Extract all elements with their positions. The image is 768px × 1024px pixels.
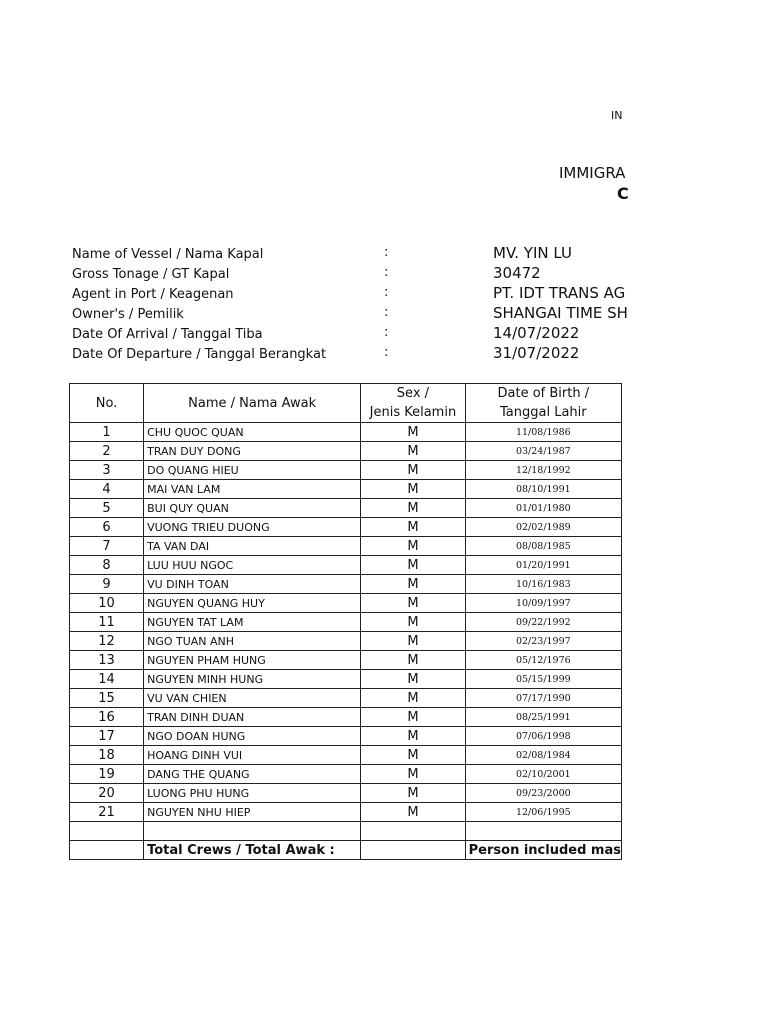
- table-row: [70, 556, 622, 575]
- crew-dob: 10/16/1983: [465, 575, 621, 594]
- total-note: Person included mas: [465, 841, 621, 860]
- owner-row: [72, 304, 632, 324]
- crew-no: 3: [70, 461, 144, 480]
- table-row: [70, 708, 622, 727]
- header-name: Name / Nama Awak: [144, 384, 361, 423]
- crew-sex: M: [361, 575, 465, 594]
- crew-name: NGUYEN MINH HUNG: [144, 670, 361, 689]
- crew-sex: M: [361, 423, 465, 442]
- crew-no: 10: [70, 594, 144, 613]
- crew-sex: M: [361, 594, 465, 613]
- table-total-row: [70, 841, 622, 860]
- header-line-1: IN: [611, 109, 623, 122]
- crew-no: 11: [70, 613, 144, 632]
- info-value: MV. YIN LU: [493, 244, 572, 262]
- crew-name: NGO TUAN ANH: [144, 632, 361, 651]
- crew-dob: 02/02/1989: [465, 518, 621, 537]
- table-row: [70, 594, 622, 613]
- crew-name: NGO DOAN HUNG: [144, 727, 361, 746]
- departure-row: [72, 344, 632, 364]
- table-empty-row: [70, 822, 622, 841]
- table-row: [70, 651, 622, 670]
- crew-no: 7: [70, 537, 144, 556]
- crew-no: 20: [70, 784, 144, 803]
- table-row: [70, 746, 622, 765]
- crew-dob: 05/15/1999: [465, 670, 621, 689]
- header-line-3: C: [617, 184, 629, 203]
- crew-no: 2: [70, 442, 144, 461]
- crew-sex: M: [361, 746, 465, 765]
- crew-dob: 07/06/1998: [465, 727, 621, 746]
- crew-sex: M: [361, 442, 465, 461]
- crew-dob: 08/08/1985: [465, 537, 621, 556]
- header-sex: Sex / Jenis Kelamin: [361, 384, 465, 423]
- info-value: 31/07/2022: [493, 344, 580, 362]
- crew-sex: M: [361, 784, 465, 803]
- crew-no: 4: [70, 480, 144, 499]
- crew-sex: M: [361, 689, 465, 708]
- crew-dob: 09/23/2000: [465, 784, 621, 803]
- table-row: [70, 480, 622, 499]
- crew-sex: M: [361, 518, 465, 537]
- crew-sex: M: [361, 556, 465, 575]
- crew-name: TRAN DUY DONG: [144, 442, 361, 461]
- info-label: Gross Tonage / GT Kapal: [72, 267, 230, 282]
- crew-dob: 02/08/1984: [465, 746, 621, 765]
- info-value: 30472: [493, 264, 541, 282]
- crew-name: DANG THE QUANG: [144, 765, 361, 784]
- table-row: [70, 727, 622, 746]
- table-row: [70, 803, 622, 822]
- crew-no: 18: [70, 746, 144, 765]
- info-label: Owner's / Pemilik: [72, 307, 184, 322]
- crew-no: 9: [70, 575, 144, 594]
- agent-row: [72, 284, 632, 304]
- crew-name: HOANG DINH VUI: [144, 746, 361, 765]
- crew-sex: M: [361, 537, 465, 556]
- crew-dob: 11/08/1986: [465, 423, 621, 442]
- crew-sex: M: [361, 613, 465, 632]
- crew-dob: 09/22/1992: [465, 613, 621, 632]
- crew-dob: 12/18/1992: [465, 461, 621, 480]
- crew-no: 5: [70, 499, 144, 518]
- crew-no: 8: [70, 556, 144, 575]
- crew-no: 1: [70, 423, 144, 442]
- crew-dob: 01/01/1980: [465, 499, 621, 518]
- table-row: [70, 499, 622, 518]
- crew-dob: 01/20/1991: [465, 556, 621, 575]
- crew-name: MAI VAN LAM: [144, 480, 361, 499]
- gross-tonnage-row: [72, 264, 632, 284]
- table-row: [70, 613, 622, 632]
- crew-name: VUONG TRIEU DUONG: [144, 518, 361, 537]
- crew-no: 13: [70, 651, 144, 670]
- table-row: [70, 442, 622, 461]
- crew-name: NGUYEN QUANG HUY: [144, 594, 361, 613]
- table-row: [70, 575, 622, 594]
- crew-name: NGUYEN TAT LAM: [144, 613, 361, 632]
- info-label: Date Of Arrival / Tanggal Tiba: [72, 327, 263, 342]
- info-colon: :: [384, 265, 389, 280]
- crew-sex: M: [361, 499, 465, 518]
- crew-dob: 12/06/1995: [465, 803, 621, 822]
- crew-sex: M: [361, 803, 465, 822]
- table-row: [70, 689, 622, 708]
- crew-sex: M: [361, 461, 465, 480]
- info-value: PT. IDT TRANS AG: [493, 284, 626, 302]
- crew-dob: 05/12/1976: [465, 651, 621, 670]
- crew-dob: 02/23/1997: [465, 632, 621, 651]
- crew-sex: M: [361, 651, 465, 670]
- crew-name: VU VAN CHIEN: [144, 689, 361, 708]
- table-row: [70, 461, 622, 480]
- crew-no: 17: [70, 727, 144, 746]
- crew-name: DO QUANG HIEU: [144, 461, 361, 480]
- crew-sex: M: [361, 480, 465, 499]
- info-value: 14/07/2022: [493, 324, 580, 342]
- crew-name: LUU HUU NGOC: [144, 556, 361, 575]
- crew-no: 21: [70, 803, 144, 822]
- crew-sex: M: [361, 708, 465, 727]
- arrival-row: [72, 324, 632, 344]
- crew-list-table: [69, 383, 622, 860]
- crew-no: 6: [70, 518, 144, 537]
- crew-name: NGUYEN PHAM HUNG: [144, 651, 361, 670]
- crew-dob: 07/17/1990: [465, 689, 621, 708]
- table-row: [70, 537, 622, 556]
- crew-no: 16: [70, 708, 144, 727]
- table-row: [70, 632, 622, 651]
- vessel-name-row: [72, 244, 632, 264]
- header-no: No.: [70, 384, 144, 423]
- info-label: Name of Vessel / Nama Kapal: [72, 247, 264, 262]
- crew-no: 12: [70, 632, 144, 651]
- info-colon: :: [384, 345, 389, 360]
- crew-name: BUI QUY QUAN: [144, 499, 361, 518]
- header-line-2: IMMIGRA: [559, 164, 626, 182]
- info-colon: :: [384, 245, 389, 260]
- crew-sex: M: [361, 670, 465, 689]
- info-value: SHANGAI TIME SH: [493, 304, 628, 322]
- crew-dob: 08/25/1991: [465, 708, 621, 727]
- crew-name: NGUYEN NHU HIEP: [144, 803, 361, 822]
- crew-name: TA VAN DAI: [144, 537, 361, 556]
- table-header-row: [70, 384, 622, 423]
- total-crews-label: Total Crews / Total Awak :: [144, 841, 361, 860]
- table-row: [70, 765, 622, 784]
- crew-dob: 10/09/1997: [465, 594, 621, 613]
- header-dob: Date of Birth / Tanggal Lahir: [465, 384, 621, 423]
- crew-no: 15: [70, 689, 144, 708]
- info-label: Agent in Port / Keagenan: [72, 287, 234, 302]
- info-colon: :: [384, 285, 389, 300]
- crew-name: LUONG PHU HUNG: [144, 784, 361, 803]
- table-row: [70, 423, 622, 442]
- crew-name: VU DINH TOAN: [144, 575, 361, 594]
- crew-dob: 03/24/1987: [465, 442, 621, 461]
- crew-no: 19: [70, 765, 144, 784]
- crew-dob: 02/10/2001: [465, 765, 621, 784]
- table-row: [70, 670, 622, 689]
- info-colon: :: [384, 325, 389, 340]
- crew-name: CHU QUOC QUAN: [144, 423, 361, 442]
- table-row: [70, 784, 622, 803]
- crew-sex: M: [361, 727, 465, 746]
- info-colon: :: [384, 305, 389, 320]
- table-row: [70, 518, 622, 537]
- crew-dob: 08/10/1991: [465, 480, 621, 499]
- crew-no: 14: [70, 670, 144, 689]
- crew-name: TRAN DINH DUAN: [144, 708, 361, 727]
- crew-sex: M: [361, 765, 465, 784]
- crew-sex: M: [361, 632, 465, 651]
- info-label: Date Of Departure / Tanggal Berangkat: [72, 347, 327, 362]
